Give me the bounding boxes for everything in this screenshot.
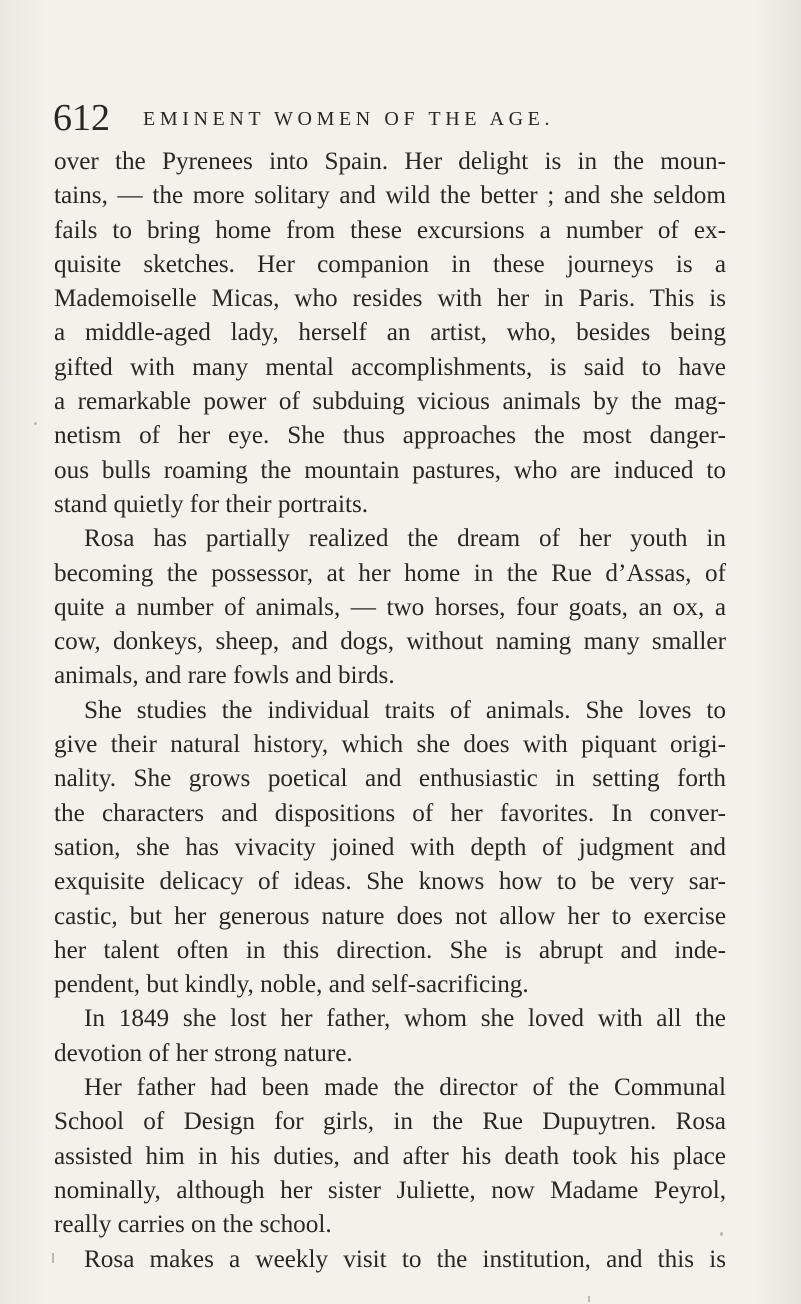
- text-line: give their natural history, which she does with piquant origi-: [54, 731, 726, 759]
- text-line: tains, — the more solitary and wild the better ; and she seldom: [54, 182, 726, 210]
- text-line: the characters and dispositions of her favorites. In conver-: [54, 799, 726, 827]
- scan-speck: [34, 422, 37, 425]
- text-line: nality. She grows poetical and enthusiastic in setting forth: [54, 765, 726, 793]
- text-line: In 1849 she lost her father, whom she loved with all the: [84, 1005, 726, 1033]
- text-line: quite a number of animals, — two horses, four goats, an ox, a: [54, 593, 726, 621]
- text-line: quisite sketches. Her companion in these journeys is a: [54, 250, 726, 278]
- text-line: Rosa has partially realized the dream of her youth in: [84, 525, 726, 553]
- text-line: a remarkable power of subduing vicious animals by the mag-: [54, 388, 726, 416]
- scan-speck: [52, 1253, 54, 1263]
- text-line: over the Pyrenees into Spain. Her delight is in the moun-: [54, 148, 726, 175]
- body-text: [54, 145, 726, 1277]
- text-line: assisted him in his duties, and after his death took his place: [54, 1142, 726, 1170]
- text-line: nominally, although her sister Juliette, now Madame Peyrol,: [54, 1176, 726, 1204]
- text-line: becoming the possessor, at her home in the Rue d’Assas, of: [54, 559, 726, 587]
- page-header: [53, 96, 753, 144]
- text-line: fails to bring home from these excursions a number of ex-: [54, 216, 726, 244]
- text-line: gifted with many mental accomplishments, is said to have: [54, 353, 726, 381]
- text-line: really carries on the school.: [54, 1211, 332, 1239]
- text-line: Her father had been made the director of the Communal: [84, 1074, 726, 1102]
- page-number: 612: [53, 97, 110, 139]
- text-line: netism of her eye. She thus approaches the most danger-: [54, 422, 726, 450]
- text-line: her talent often in this direction. She is abrupt and inde-: [54, 936, 726, 964]
- text-line: Mademoiselle Micas, who resides with her in Paris. This is: [54, 285, 726, 313]
- text-line: animals, and rare fowls and birds.: [54, 662, 395, 690]
- scan-speck: [588, 1296, 590, 1302]
- scan-speck: [720, 1232, 723, 1236]
- text-line: castic, but her generous nature does not allow her to exercise: [54, 902, 726, 930]
- text-line: stand quietly for their portraits.: [54, 490, 369, 518]
- text-line: pendent, but kindly, noble, and self-sacrificing.: [54, 971, 529, 999]
- text-line: She studies the individual traits of animals. She loves to: [84, 696, 726, 724]
- running-head: EMINENT WOMEN OF THE AGE.: [143, 108, 555, 130]
- text-line: devotion of her strong nature.: [54, 1039, 353, 1067]
- text-line: ous bulls roaming the mountain pastures, who are induced to: [54, 456, 726, 484]
- text-line: School of Design for girls, in the Rue Dupuytren. Rosa: [54, 1108, 726, 1136]
- text-line: Rosa makes a weekly visit to the institution, and this is: [84, 1245, 726, 1273]
- text-line: exquisite delicacy of ideas. She knows how to be very sar-: [54, 868, 726, 896]
- text-line: cow, donkeys, sheep, and dogs, without naming many smaller: [54, 628, 726, 656]
- text-line: sation, she has vivacity joined with depth of judgment and: [54, 833, 726, 861]
- text-line: a middle-aged lady, herself an artist, who, besides being: [54, 319, 726, 347]
